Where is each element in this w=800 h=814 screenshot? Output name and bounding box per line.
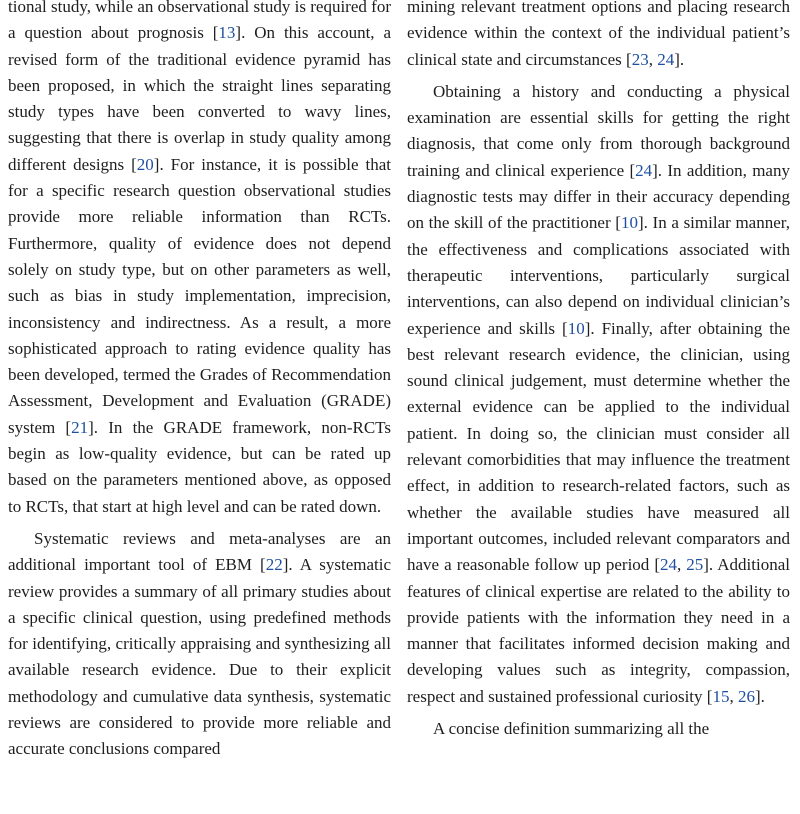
text-segment: ]. — [754, 686, 765, 706]
text-segment: tional study, while an observational study is required for a question about prognosis [ — [8, 0, 391, 43]
paragraph-right-1 — [407, 0, 790, 73]
citation-link[interactable]: 24 — [635, 160, 653, 180]
citation-link[interactable]: 23 — [631, 49, 649, 69]
citation-link[interactable]: 13 — [218, 23, 236, 43]
text-segment: ]. On this account, a revised form of the traditional evidence pyramid has been proposed, in which the straight lines separating study types have been converted to wavy lines, suggesting that there is overlap in study quality among different designs [ — [8, 23, 392, 174]
left-column — [8, 0, 391, 769]
text-segment: mining relevant treatment options and placing research evidence within the context of the individual patient’s clinical state and circumstances [ — [407, 0, 790, 69]
text-segment: ]. In a similar manner, the effectiveness and complications associated with therapeutic interventions, particularly surgical interventions, can also depend on individual clinician’s experience and skills [ — [407, 213, 790, 338]
citation-separator: , — [676, 555, 687, 575]
citation-link[interactable]: 10 — [567, 318, 585, 338]
paragraph-left-1 — [8, 0, 391, 520]
paragraph-right-3 — [407, 716, 790, 742]
citation-separator: , — [729, 686, 738, 706]
text-segment: ]. Finally, after obtaining the best relevant research evidence, the clinician, using sound clinical judgement, must determine whether the external evidence can be applied to the individual patient. In doing so, the clinician must consider all relevant comorbidities that may influence the treatment effect, in addition to research-related factors, such as whether the available studies have measured all important outcomes, included relevant comparators and have a reasonable follow up period [ — [407, 318, 790, 575]
text-segment: Obtaining a history and conducting a physical examination are essential skills for getting the right diagnosis, that come only from thorough background training and clinical experience [ — [407, 81, 790, 180]
citation-link[interactable]: 10 — [620, 213, 638, 233]
citation-link[interactable]: 20 — [136, 154, 154, 174]
paragraph-right-2 — [407, 79, 790, 710]
text-segment: ]. Additional features of clinical expertise are related to the ability to provide patients with the information they need in a manner that facilitates informed decision making and developing values such as integrity, compassion, respect and sustained professional curiosity [ — [407, 555, 790, 706]
right-column — [407, 0, 790, 748]
text-segment: ]. In addition, many diagnostic tests may differ in their accuracy depending on the skill of the practitioner [ — [407, 160, 790, 233]
citation-separator: , — [648, 49, 658, 69]
citation-link[interactable]: 22 — [265, 555, 283, 575]
citation-link[interactable]: 24 — [657, 49, 675, 69]
citation-link[interactable]: 15 — [712, 686, 730, 706]
paragraph-left-2 — [8, 526, 391, 763]
text-segment: Systematic reviews and meta-analyses are an additional important tool of EBM [ — [8, 528, 391, 575]
text-segment: ]. A systematic review provides a summary of all primary studies about a specific clinical question, using predefined methods for identifying, critically appraising and synthesizing all available research evidence. Due to their explicit methodology and cumulative data synthesis, systematic reviews are considered to provide more reliable and accurate conclusions compared — [8, 555, 391, 759]
text-segment: ]. For instance, it is possible that for a specific research question observational studies provide more reliable information than RCTs. Furthermore, quality of evidence does not depend solely on study type, but on other parameters as well, such as bias in study implementation, imprecision, inconsistency and indirectness. As a result, a more sophisticated approach to rating evidence quality has been developed, termed the Grades of Recommendation Assessment, Development and Evaluation (GRADE) system [ — [8, 154, 392, 437]
text-segment: A concise definition summarizing all the — [433, 719, 710, 739]
citation-link[interactable]: 24 — [659, 555, 677, 575]
citation-link[interactable]: 21 — [71, 417, 89, 437]
text-segment: ]. — [674, 49, 685, 69]
citation-link[interactable]: 26 — [737, 686, 755, 706]
citation-link[interactable]: 25 — [686, 555, 704, 575]
text-segment: ]. In the GRADE framework, non-RCTs begin as low-quality evidence, but can be rated up based on the parameters mentioned above, as opposed to RCTs, that start at high level and can be rated down. — [8, 417, 391, 516]
